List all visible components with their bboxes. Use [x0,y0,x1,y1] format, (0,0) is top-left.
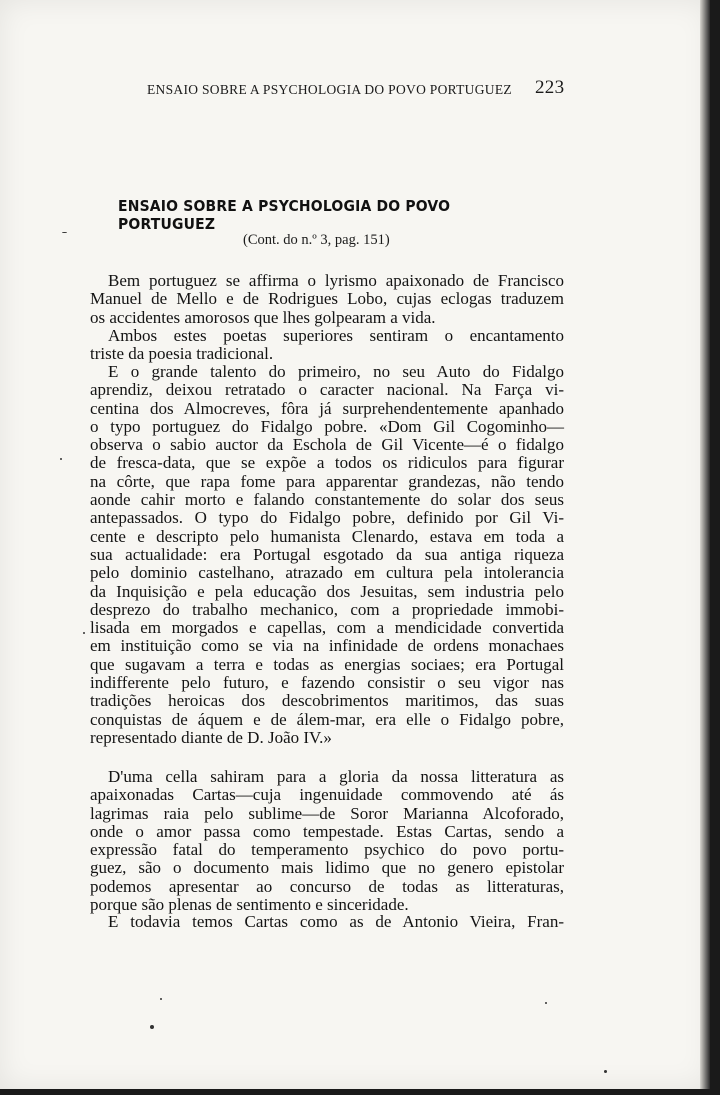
text-line: Manuel de Mello e de Rodrigues Lobo, cujas eclogas traduzem [90,289,564,309]
text-line: da Inquisição e pela educação dos Jesuitas, sem industria pelo [90,581,564,601]
paragraph-1 [90,272,564,327]
text-line: triste da poesia tradicional. [90,344,274,364]
text-line: guez, são o documento mais lidimo que no genero epistolar [90,858,564,878]
paragraph-5 [90,913,564,931]
text-line: Bem portuguez se affirma o lyrismo apaixonado de Francisco [108,271,564,290]
text-line: que sugavam a terra e todas as energias sociaes; era Portugal [90,654,564,674]
text-line: D'uma cella sahiram para a gloria da nossa litteratura as [108,767,564,786]
text-line: cente e descripto pelo humanista Clenardo, estava em toda a [90,526,564,546]
text-line: porque são plenas de sentimento e sinceridade. [90,895,409,915]
text-line: podemos apresentar ao concurso de todas as litteraturas, [90,876,564,896]
text-line: pelo dominio castelhano, atrazado em cultura pela intolerancia [90,563,564,583]
text-line: onde o amor passa como tempestade. Estas Cartas, sendo a [90,821,564,841]
text-line: E todavia temos Cartas como as de Antonio Vieira, Fran- [108,912,564,931]
text-line: desprezo do trabalho mechanico, com a propriedade immobi- [90,599,564,619]
text-line: conquistas de áquem e de álem-mar, era elle o Fidalgo pobre, [90,709,564,729]
text-line: o typo portuguez do Fidalgo pobre. «Dom Gil Cogominho— [90,416,564,436]
text-line: aprendiz, deixou retratado o caracter nacional. Na Farça vi- [90,380,564,400]
text-line: os accidentes amorosos que lhes golpearam a vida. [90,307,436,327]
text-line: representado diante de D. João IV.» [90,727,332,747]
page-number: 223 [535,77,565,98]
paragraph-4 [90,768,564,914]
running-head-title: ENSAIO SOBRE A PSYCHOLOGIA DO POVO PORTUGUEZ [147,82,512,97]
text-line: indifferente pelo futuro, e fazendo consistir o seu vigor nas [90,673,564,693]
text-line: expressão fatal do temperamento psychico do povo portu- [90,840,564,860]
paragraph-2 [90,327,564,364]
text-line: apaixonadas Cartas—cuja ingenuidade commovendo até ás [90,785,564,805]
paragraph-3 [90,363,564,747]
text-line: na côrte, que rapa fome para apparentar grandezas, não tendo [90,471,564,491]
continuation-note: (Cont. do n.º 3, pag. 151) [243,232,390,248]
text-line: lisada em morgados e capellas, com a mendicidade convertida [90,618,564,638]
text-line: aonde cahir morto e falando constantemente do solar dos seus [90,490,564,510]
text-line: Ambos estes poetas superiores sentiram o encantamento [108,326,564,345]
text-line: de fresca-data, que se expõe a todos os ridiculos para figurar [90,453,564,473]
text-line: em instituição como se via na infinidade de ordens monachaes [90,636,564,656]
text-line: tradições heroicas dos descobrimentos maritimos, das suas [90,691,564,711]
text-line: lagrimas raia pelo sublime—de Soror Marianna Alcoforado, [90,803,564,823]
text-line: centina dos Almocreves, fôra já surprehendentemente apanhado [90,398,564,418]
text-line: observa o sabio auctor da Eschola de Gil Vicente—é o fidalgo [90,435,564,455]
text-line: antepassados. O typo do Fidalgo pobre, definido por Gil Vi- [90,508,564,528]
text-line: sua actualidade: era Portugal esgotado da sua antiga riqueza [90,544,564,564]
text-line: E o grande talento do primeiro, no seu Auto do Fidalgo [108,362,564,381]
section-title: ENSAIO SOBRE A PSYCHOLOGIA DO POVO PORTUGUEZ [118,197,451,233]
